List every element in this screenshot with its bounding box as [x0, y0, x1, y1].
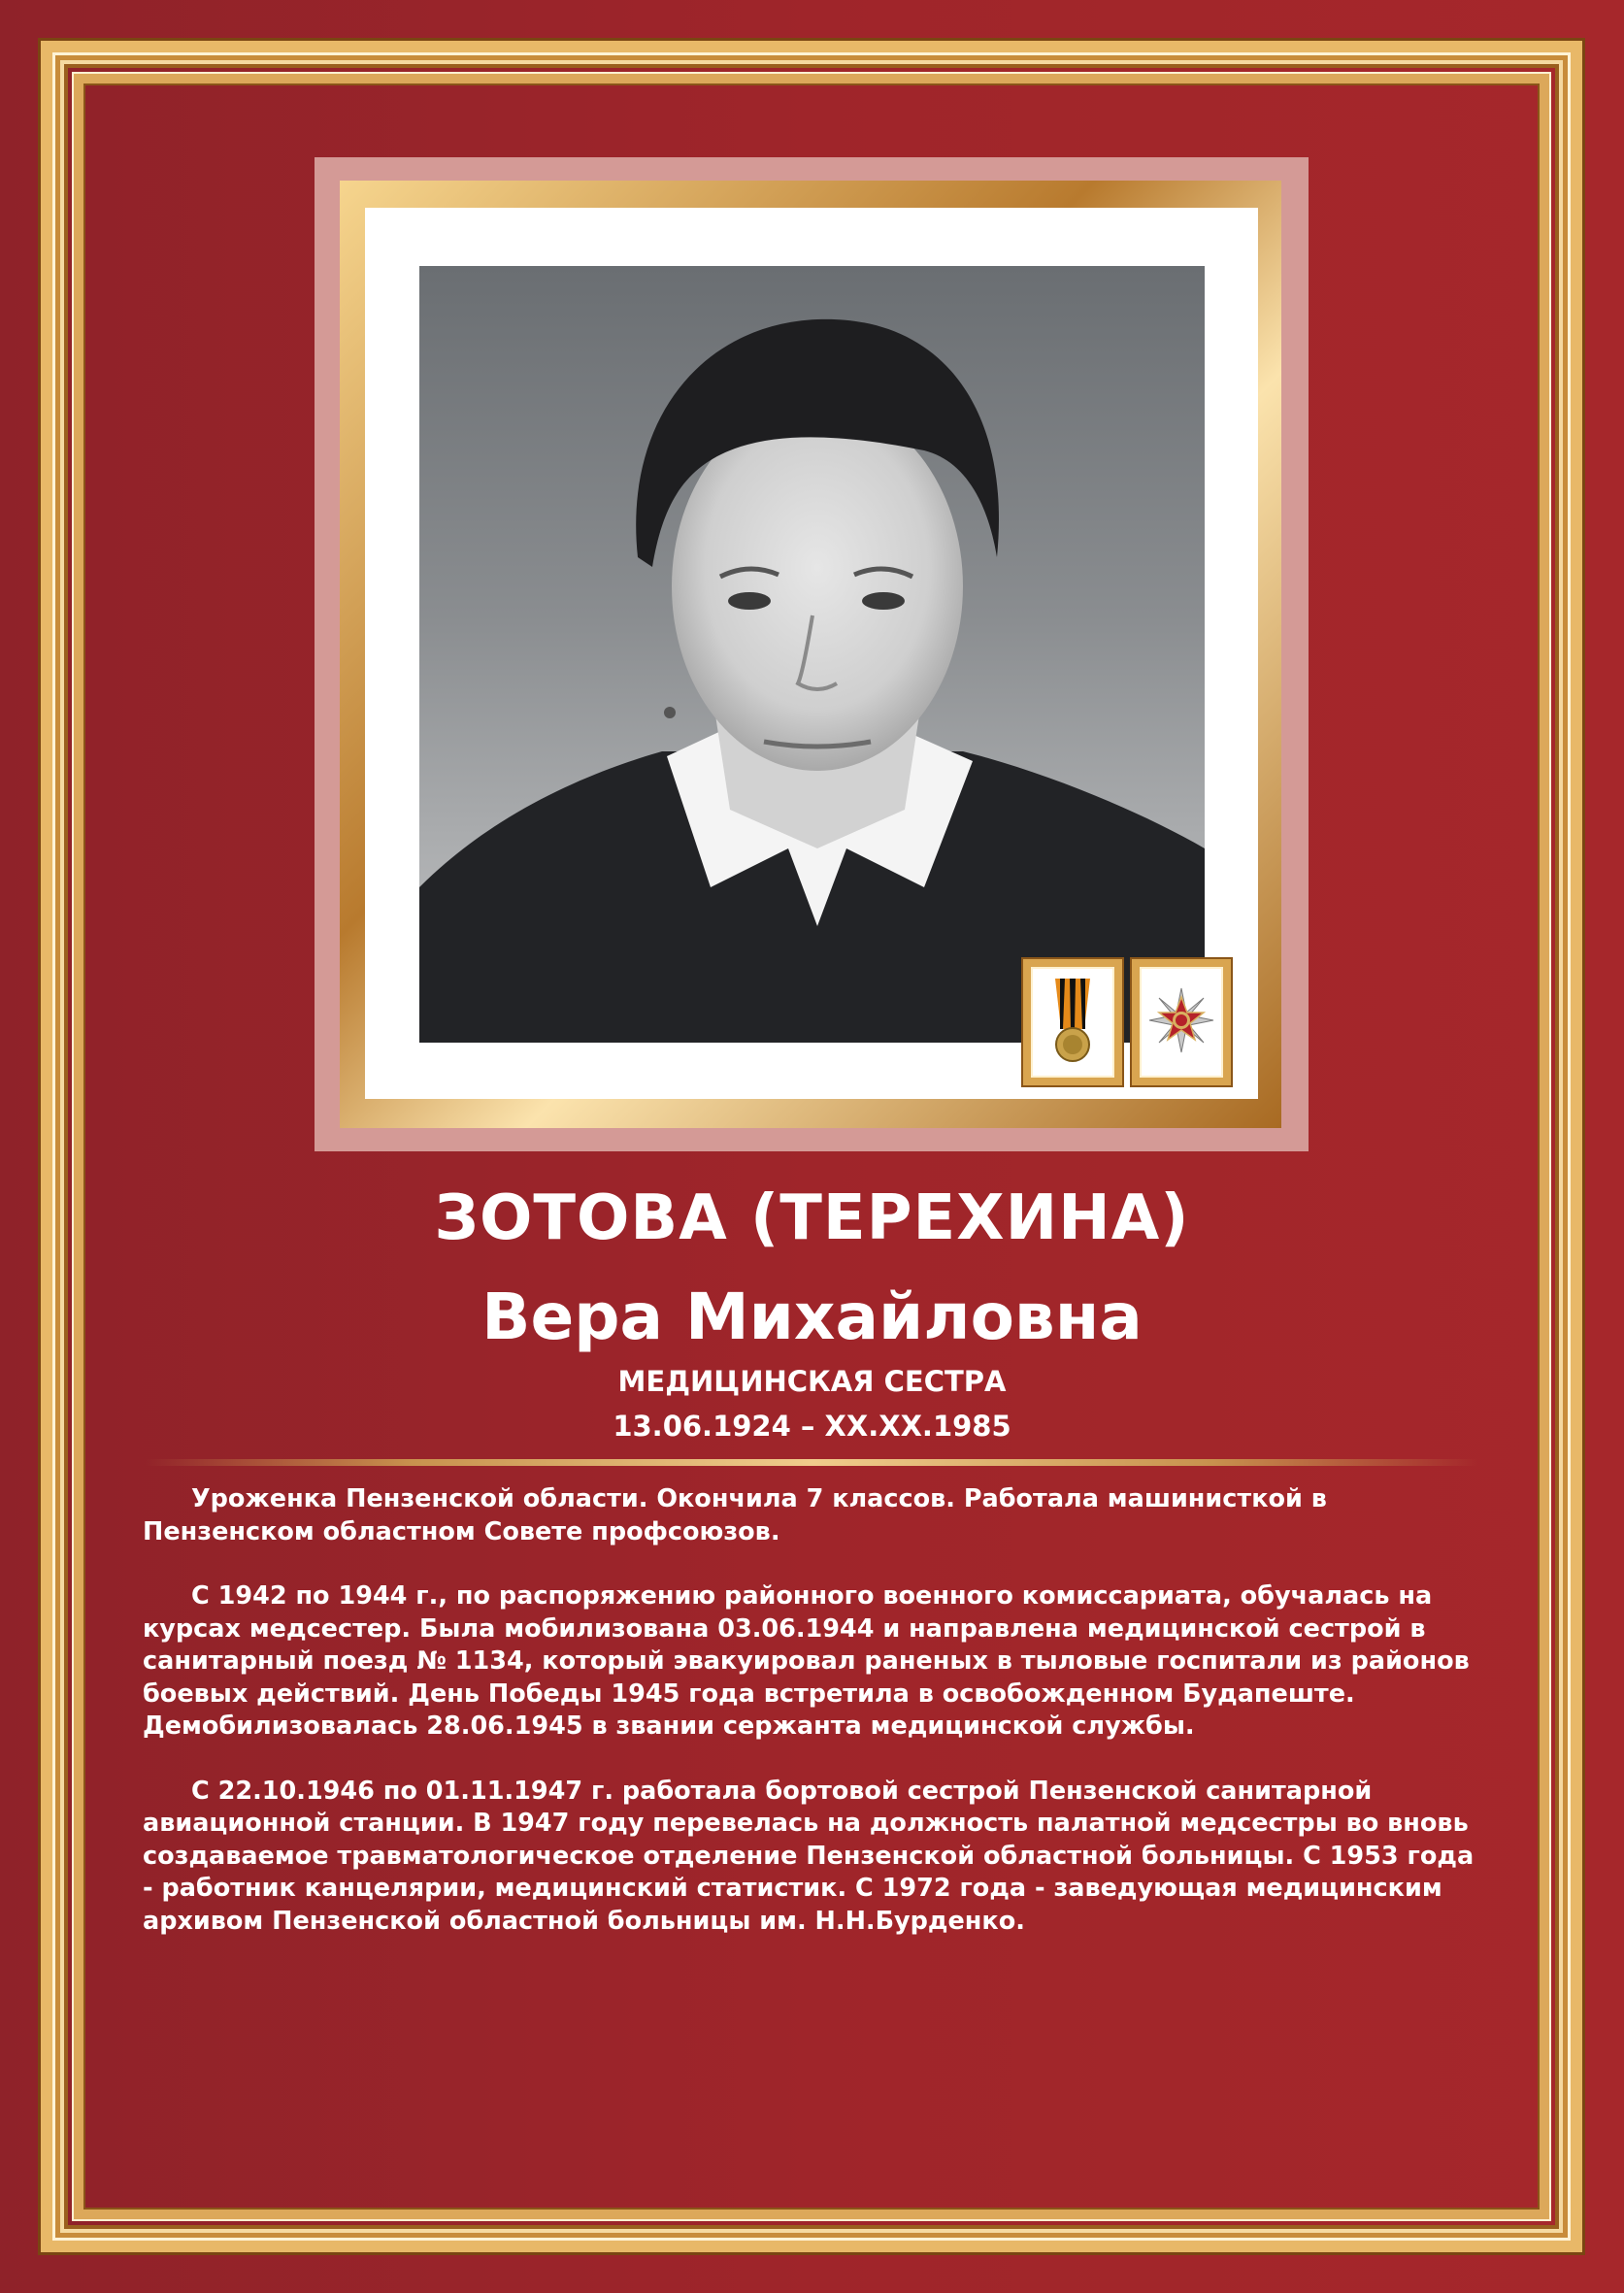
- portrait-photo: [419, 266, 1205, 1043]
- medal-for-victory-frame: [1023, 959, 1122, 1085]
- biography-paragraph: С 22.10.1946 по 01.11.1947 г. работала бортовой сестрой Пензенской санитарной авиационной станции. В 1947 году перевелась на должность палатной медсестры во вновь создаваемое травматологическое отделение Пензенской областной больницы. С 1953 года - работник канцелярии, медицинский статистик. С 1972 года - заведующая медицинским архивом Пензенской областной больницы им. Н.Н.Бурденко.: [143, 1776, 1475, 1936]
- person-dates: 13.06.1924 – XX.XX.1985: [613, 1410, 1011, 1443]
- biography-paragraph: С 1942 по 1944 г., по распоряжению районного военного комиссариата, обучалась на курсах медсестер. Была мобилизована 03.06.1944 и направлена медицинской сестрой в санитарный поезд № 1134, который эвакуировал раненых в тыловые госпитали из районов боевых действий. День Победы 1945 года встретила в освобожденном Будапеште. Демобилизовалась 28.06.1945 в звании сержанта медицинской службы.: [143, 1581, 1470, 1741]
- biography-paragraph: Уроженка Пензенской области. Окончила 7 классов. Работала машинисткой в Пензенском областном Совете профсоюзов.: [143, 1484, 1327, 1546]
- person-surname: ЗОТОВА (ТЕРЕХИНА): [434, 1182, 1190, 1254]
- person-given-name: Вера Михайловна: [481, 1279, 1143, 1354]
- biography: [143, 1483, 1482, 1970]
- person-profession: МЕДИЦИНСКАЯ СЕСТРА: [617, 1365, 1007, 1398]
- gold-divider: [146, 1459, 1478, 1466]
- order-patriotic-war-frame: [1132, 959, 1231, 1085]
- medal-for-victory-icon: [1044, 975, 1102, 1070]
- order-patriotic-war-icon: [1147, 986, 1215, 1058]
